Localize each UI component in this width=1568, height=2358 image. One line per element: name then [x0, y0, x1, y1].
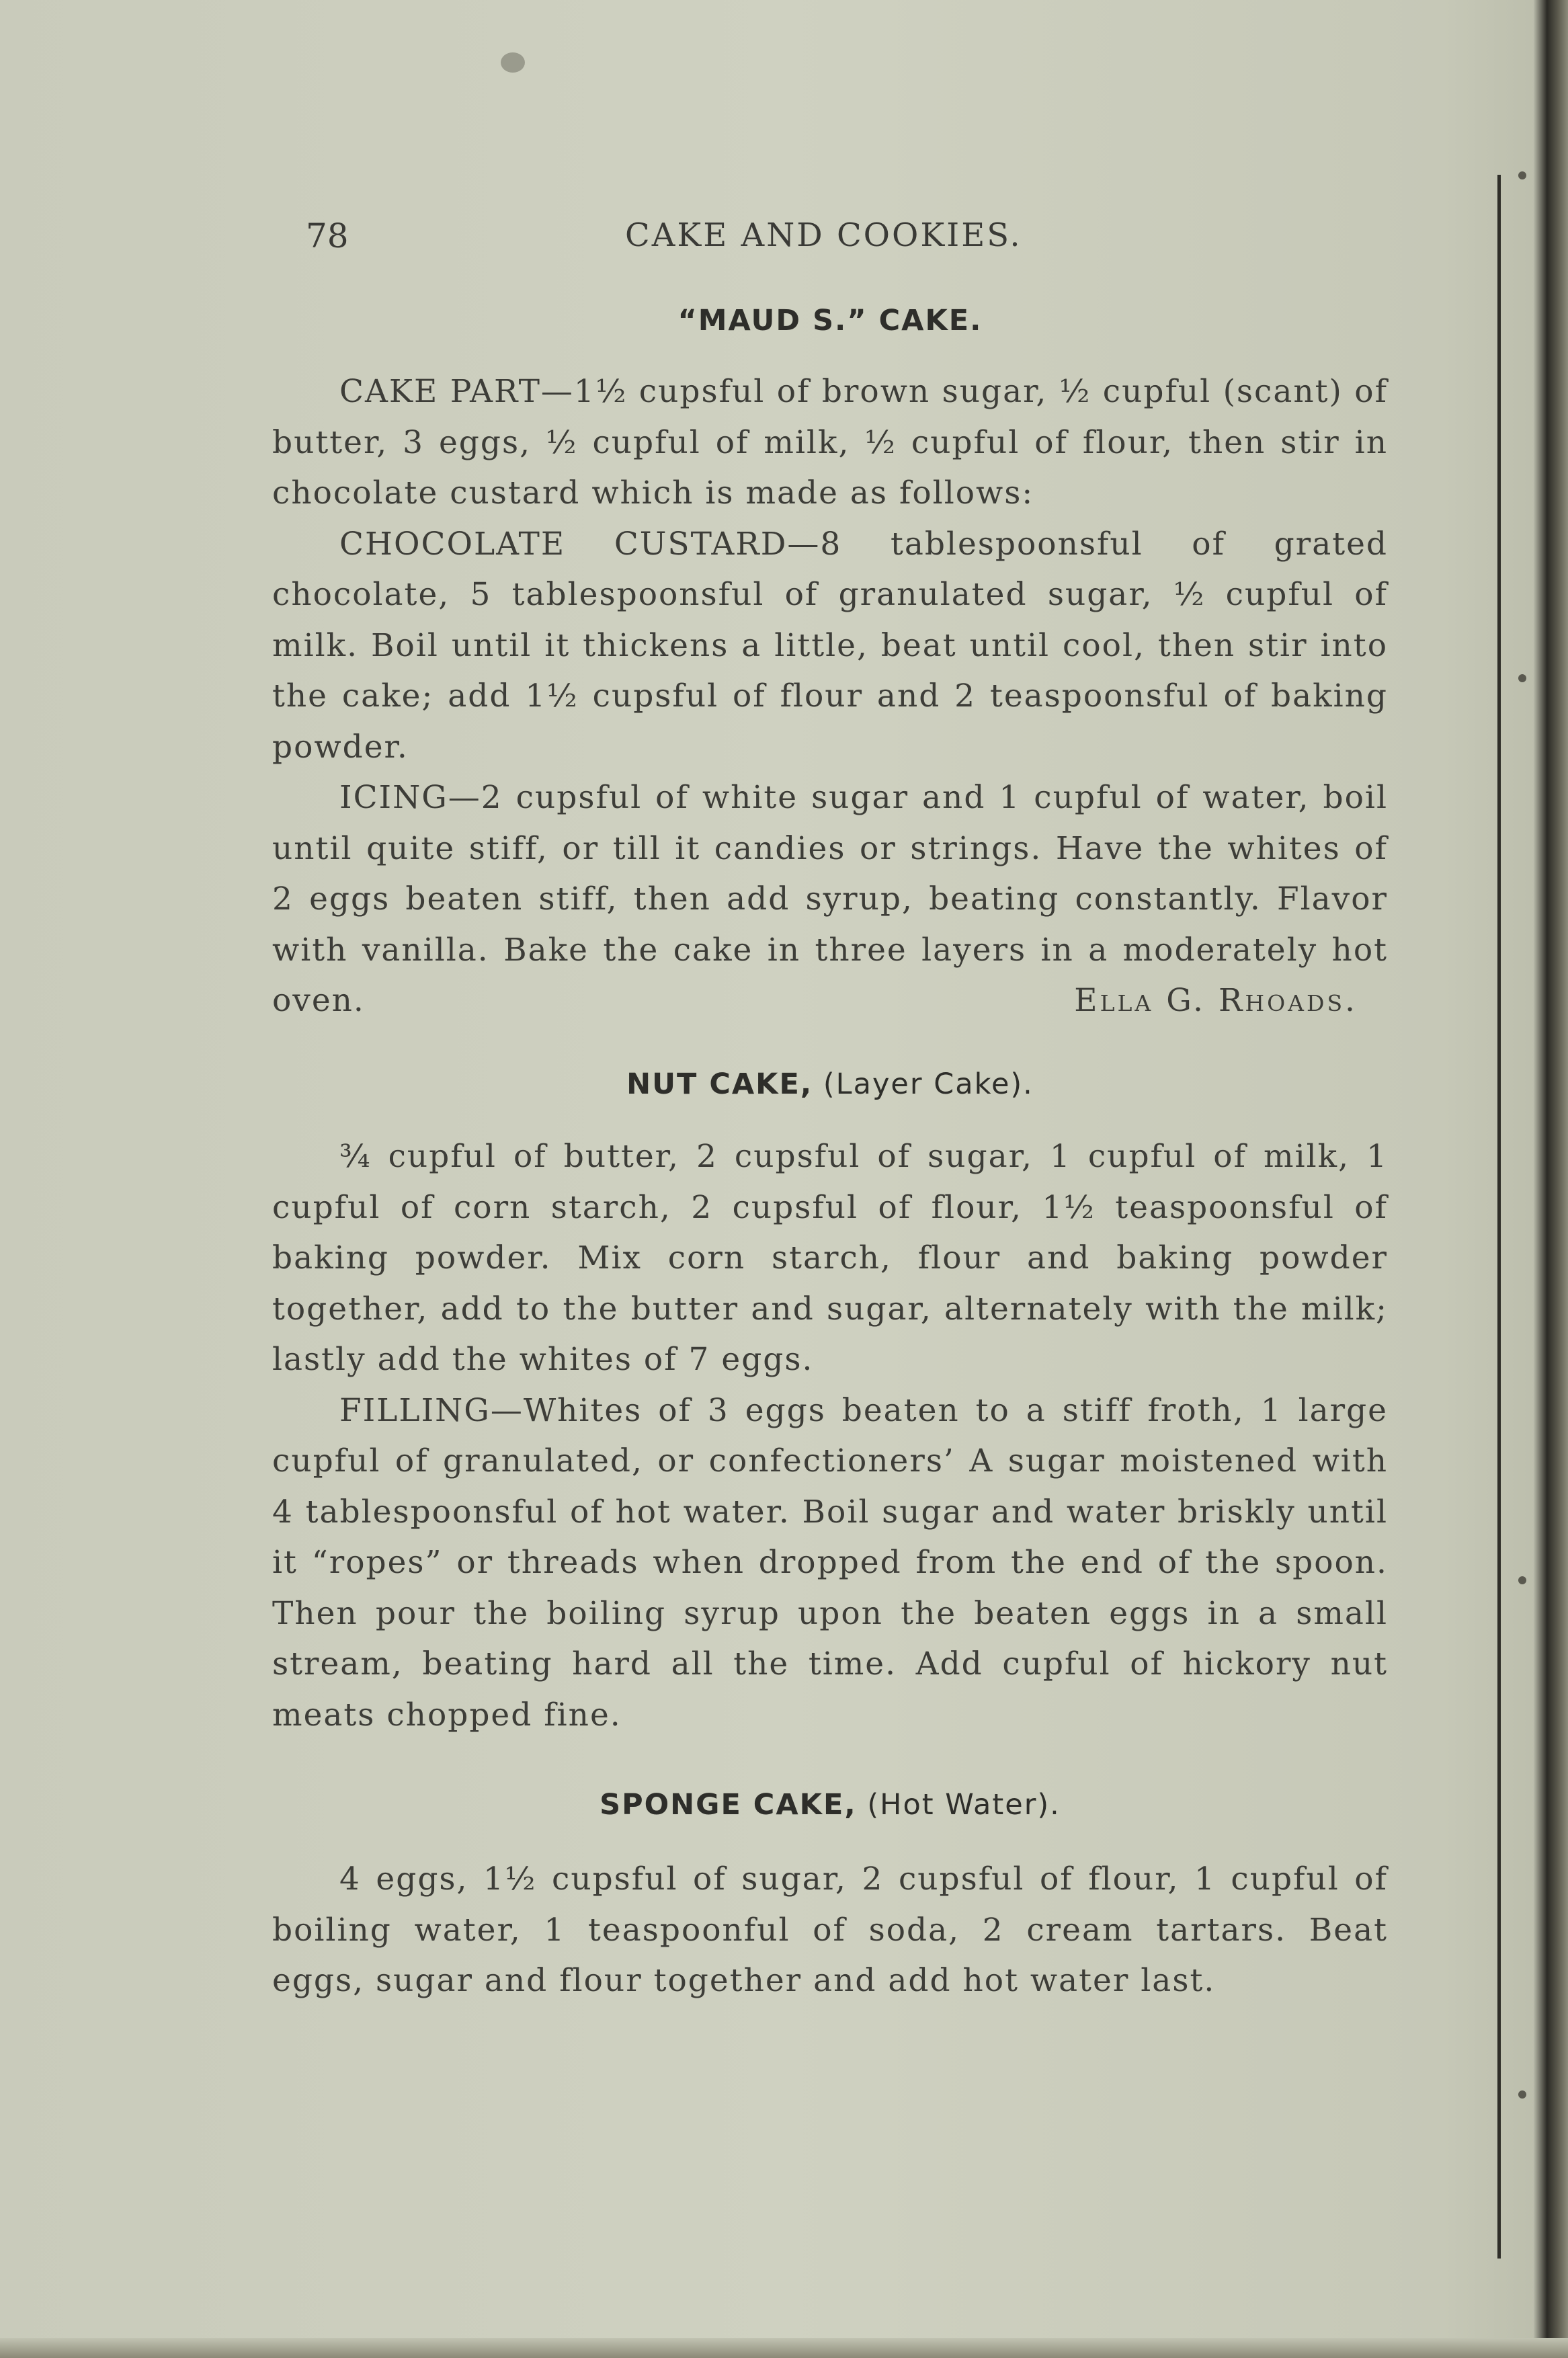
ink-blot	[501, 52, 525, 73]
edge-mark	[1518, 674, 1526, 682]
page-bottom-edge	[0, 2338, 1568, 2358]
paragraph: FILLING—Whites of 3 eggs beaten to a stiff froth, 1 large cupful of granulated, or confectioners’ A sugar moistened with 4 tablespoonsful of hot water. Boil sugar and water briskly until it “ropes” or threads when dropped from the end of the spoon. Then pour the boiling syrup upon the beaten eggs in a small stream, beating hard all the time. Add cupful of hickory nut meats chopped fine.	[272, 1391, 1388, 1734]
page-number: 78	[306, 216, 349, 255]
edge-mark	[1518, 171, 1526, 179]
page-edge	[1533, 0, 1568, 2358]
edge-mark	[1518, 2090, 1526, 2099]
paragraph: CHOCOLATE CUSTARD—8 tablespoonsful of grated chocolate, 5 tablespoonsful of granulated sugar, ½ cupful of milk. Boil until it thickens a little, beat until cool, then stir into the cake; add 1½ cupsful of flour and 2 teaspoonsful of baking powder.	[272, 525, 1388, 766]
page-gutter-line	[1497, 175, 1501, 2259]
paragraph: ICING—2 cupsful of white sugar and 1 cupful of water, boil until quite stiff, or till it candies or strings. Have the whites of 2 eggs beaten stiff, then add syrup, beating constantly. Flavor with vanilla. Bake the cake in three layers in a moderately hot oven. Ella G. Rhoads.	[272, 772, 1388, 1026]
running-header	[0, 216, 1568, 270]
author-signature: Ella G. Rhoads.	[1074, 982, 1358, 1019]
edge-mark	[1518, 1576, 1526, 1584]
paragraph: ¾ cupful of butter, 2 cupsful of sugar, 1 cupful of milk, 1 cupful of corn starch, 2 cupsful of flour, 1½ teaspoonsful of baking powder. Mix corn starch, flour and baking powder together, add to the butter and sugar, alternately with the milk; lastly add the whites of 7 eggs.	[272, 1138, 1388, 1378]
section-body	[272, 1131, 1388, 1740]
section-title: SPONGE CAKE, (Hot Water).	[600, 1788, 1061, 1822]
running-title: CAKE AND COOKIES.	[625, 216, 1022, 254]
section-body	[272, 1854, 1388, 2006]
paragraph: 4 eggs, 1½ cupsful of sugar, 2 cupsful of flour, 1 cupful of boiling water, 1 teaspoonful of soda, 2 cream tartars. Beat eggs, sugar and flour together and add hot water last.	[272, 1861, 1388, 1999]
paragraph: CAKE PART—1½ cupsful of brown sugar, ½ cupful (scant) of butter, 3 eggs, ½ cupful of milk, ½ cupful of flour, then stir in chocolate custard which is made as follows:	[272, 373, 1388, 512]
section-body	[272, 366, 1388, 1026]
section-title: NUT CAKE, (Layer Cake).	[626, 1067, 1034, 1101]
section-title: “MAUD S.” CAKE.	[677, 304, 983, 337]
